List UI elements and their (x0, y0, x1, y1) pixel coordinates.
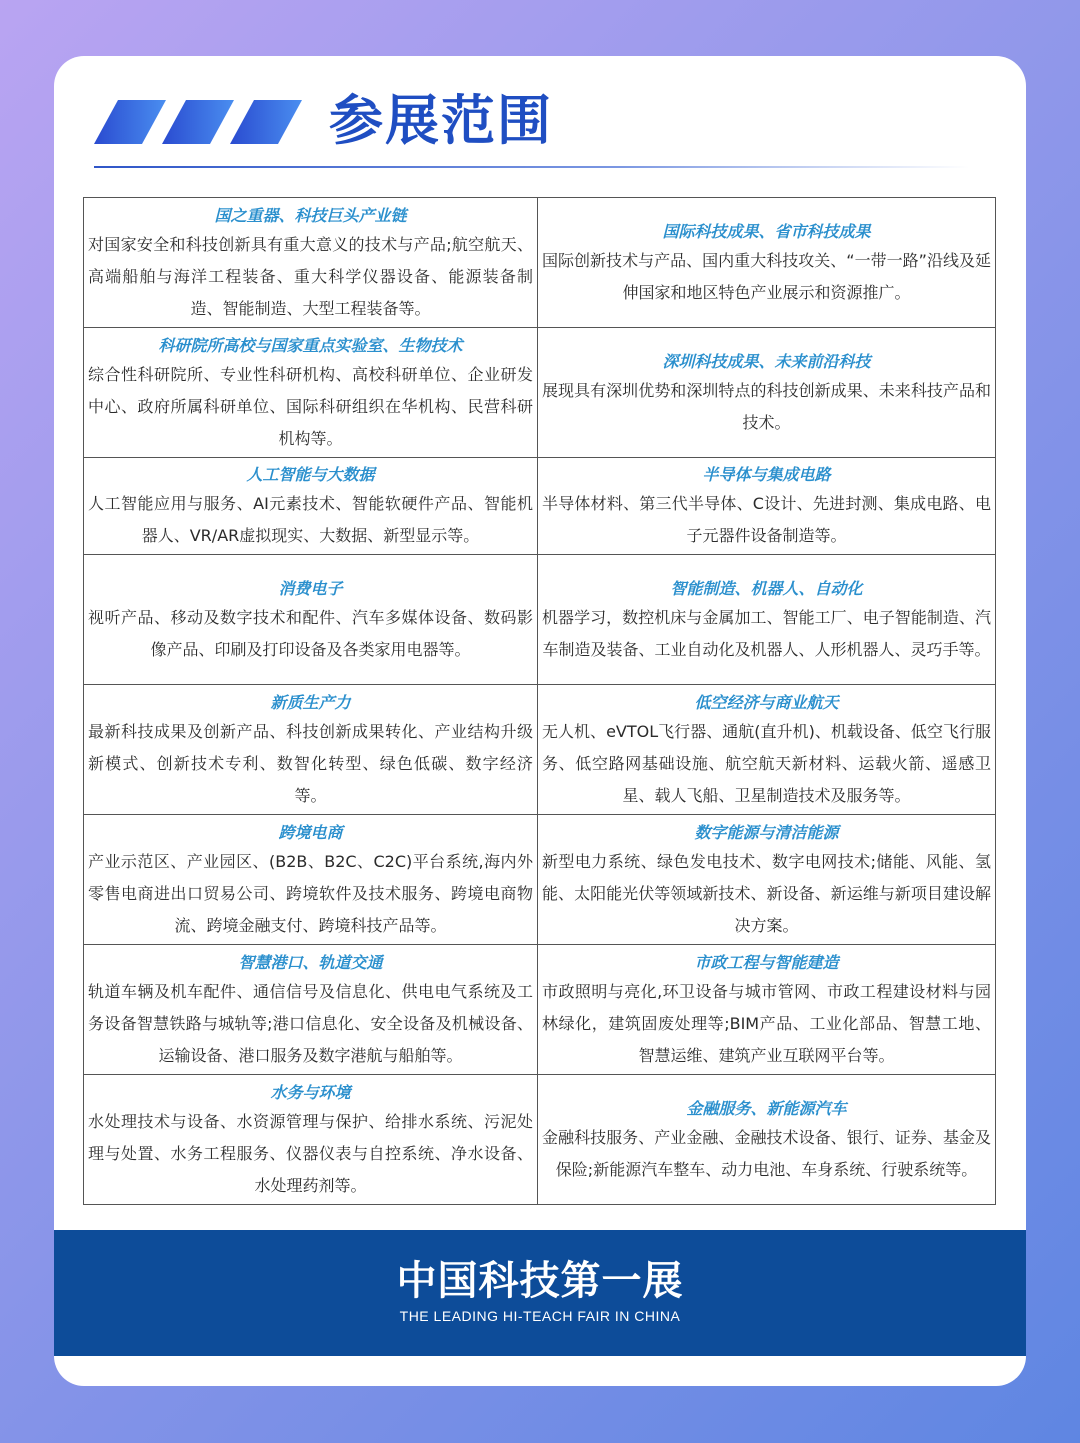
category-title: 数字能源与清洁能源 (694, 822, 839, 842)
category-cell (84, 555, 538, 685)
footer-title-cn: 中国科技第一展 (396, 1257, 684, 1304)
category-title: 智能制造、机器人、自动化 (670, 578, 863, 598)
category-description: 轨道车辆及机车配件、通信信号及信息化、供电电气系统及工务设备智慧铁路与城轨等;港口信息化、安全设备及机械设备、运输设备、港口服务及数字港航与船舶等。 (88, 981, 533, 1065)
category-description: 国际创新技术与产品、国内重大科技攻关、“一带一路”沿线及延伸国家和地区特色产业展示和资源推广。 (542, 250, 991, 302)
category-description: 展现具有深圳优势和深圳特点的科技创新成果、未来科技产品和技术。 (542, 380, 991, 432)
category-title: 低空经济与商业航天 (694, 692, 839, 712)
footer-title-en: THE LEADING HI-TEACH FAIR IN CHINA (399, 1308, 681, 1324)
stripes-decoration (94, 100, 304, 144)
category-title: 金融服务、新能源汽车 (686, 1098, 847, 1118)
table-row (84, 458, 996, 555)
category-cell (538, 198, 996, 328)
category-title: 半导体与集成电路 (702, 465, 831, 484)
category-description: 最新科技成果及创新产品、科技创新成果转化、产业结构升级新模式、创新技术专利、数智化转型、绿色低碳、数字经济等。 (88, 721, 533, 805)
category-title: 跨境电商 (278, 822, 343, 842)
category-description: 人工智能应用与服务、AI元素技术、智能软硬件产品、智能机器人、VR/AR虚拟现实、大数据、新型显示等。 (88, 494, 533, 545)
title-underline (94, 166, 969, 168)
page-title: 参展范围 (329, 89, 553, 152)
table-row (84, 198, 996, 328)
category-cell (84, 328, 538, 458)
category-description: 综合性科研院所、专业性科研机构、高校科研单位、企业研发中心、政府所属科研单位、国际科研组织在华机构、民营科研机构等。 (88, 364, 533, 448)
exhibition-scope-card (54, 56, 1026, 1386)
category-cell (84, 458, 538, 555)
footer-banner (54, 1230, 1026, 1356)
category-cell (84, 1075, 538, 1205)
category-cell (538, 1075, 996, 1205)
category-description: 机器学习，数控机床与金属加工、智能工厂、电子智能制造、汽车制造及装备、工业自动化及机器人、人形机器人、灵巧手等。 (542, 607, 991, 659)
category-title: 水务与环境 (270, 1082, 351, 1102)
table-row (84, 555, 996, 685)
table-row (84, 1075, 996, 1205)
category-description: 对国家安全和科技创新具有重大意义的技术与产品;航空航天、高端船舶与海洋工程装备、重大科学仪器设备、能源装备制造、智能制造、大型工程装备等。 (88, 234, 533, 318)
category-title: 消费电子 (278, 578, 343, 598)
category-title: 国际科技成果、省市科技成果 (662, 221, 871, 241)
category-cell (84, 198, 538, 328)
scope-table (83, 197, 996, 1205)
category-title: 新质生产力 (270, 692, 351, 712)
category-cell (538, 815, 996, 945)
category-cell (538, 945, 996, 1075)
category-description: 产业示范区、产业园区、(B2B、B2C、C2C)平台系统,海内外零售电商进出口贸易公司、跨境软件及技术服务、跨境电商物流、跨境金融支付、跨境科技产品等。 (88, 851, 533, 935)
category-description: 新型电力系统、绿色发电技术、数字电网技术;储能、风能、氢能、太阳能光伏等领域新技术、新设备、新运维与新项目建设解决方案。 (542, 851, 991, 935)
category-description: 无人机、eVTOL飞行器、通航(直升机)、机载设备、低空飞行服务、低空路网基础设施、航空航天新材料、运载火箭、遥感卫星、载人飞船、卫星制造技术及服务等。 (542, 721, 991, 805)
table-row (84, 815, 996, 945)
category-description: 半导体材料、第三代半导体、C设计、先进封测、集成电路、电子元器件设备制造等。 (542, 494, 991, 545)
category-cell (538, 555, 996, 685)
table-row (84, 945, 996, 1075)
category-cell (84, 685, 538, 815)
category-cell (84, 945, 538, 1075)
category-description: 水处理技术与设备、水资源管理与保护、给排水系统、污泥处理与处置、水务工程服务、仪器仪表与自控系统、净水设备、水处理药剂等。 (88, 1111, 533, 1195)
category-title: 人工智能与大数据 (246, 465, 375, 484)
category-title: 市政工程与智能建造 (694, 952, 839, 972)
category-title: 深圳科技成果、未来前沿科技 (662, 351, 871, 371)
table-row (84, 685, 996, 815)
category-cell (538, 458, 996, 555)
category-cell (538, 328, 996, 458)
category-description: 市政照明与亮化,环卫设备与城市管网、市政工程建设材料与园林绿化，建筑固废处理等;BIM产品、工业化部品、智慧工地、智慧运维、建筑产业互联网平台等。 (542, 981, 991, 1065)
category-cell (84, 815, 538, 945)
category-title: 科研院所高校与国家重点实验室、生物技术 (158, 335, 463, 355)
table-row (84, 328, 996, 458)
category-title: 国之重器、科技巨头产业链 (214, 205, 407, 225)
category-cell (538, 685, 996, 815)
category-title: 智慧港口、轨道交通 (238, 952, 383, 972)
category-description: 金融科技服务、产业金融、金融技术设备、银行、证券、基金及保险;新能源汽车整车、动力电池、车身系统、行驶系统等。 (542, 1127, 991, 1179)
category-description: 视听产品、移动及数字技术和配件、汽车多媒体设备、数码影像产品、印刷及打印设备及各类家用电器等。 (88, 607, 533, 659)
